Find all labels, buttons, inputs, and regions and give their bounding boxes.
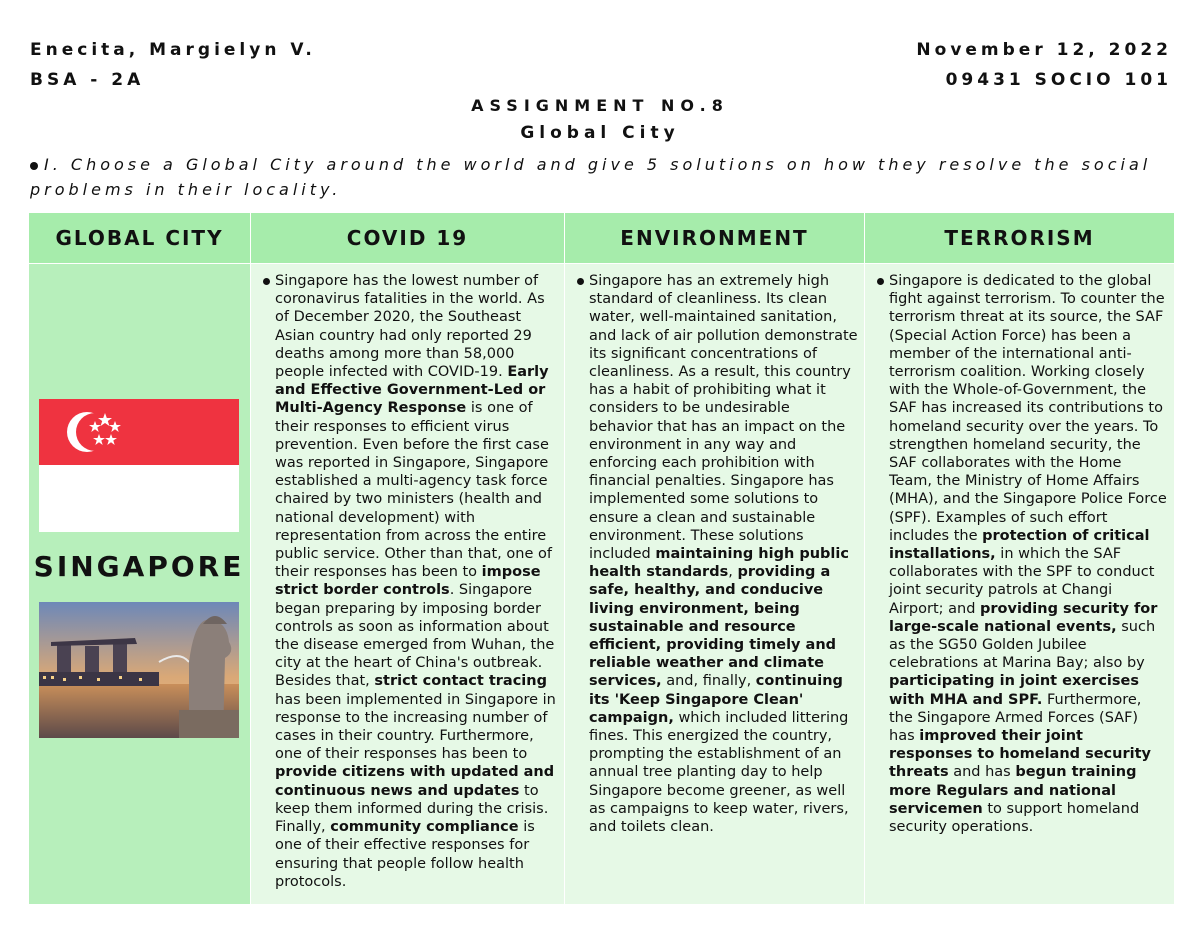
highlight-text: community compliance xyxy=(330,819,519,836)
global-city-table xyxy=(28,212,1175,905)
instruction-text: I. Choose a Global City around the world and give 5 solutions on how they resolve the social problems in their locality. xyxy=(30,155,1152,199)
body-text: and, finally, xyxy=(661,673,756,690)
assignment-title: ASSIGNMENT NO.8 xyxy=(471,96,729,115)
body-text: in which the SAF collaborates with the SPF to conduct joint security patrols at Changi Airport; and xyxy=(889,546,1155,617)
highlight-text: providing a safe, healthy, and conducive living environment, being sustainable and resource efficient, providing timely and reliable weather and climate services, xyxy=(589,564,837,690)
covid-bullet xyxy=(263,272,558,891)
student-name: Enecita, Margielyn V. xyxy=(30,40,316,60)
highlight-text: strict contact tracing xyxy=(374,673,547,690)
singapore-flag-icon xyxy=(39,399,239,532)
body-text: and has xyxy=(948,764,1016,781)
highlight-text: improved their joint responses to homeland security threats xyxy=(889,728,1151,781)
terrorism-cell xyxy=(865,264,1175,905)
body-text: to keep them informed during the crisis. Finally, xyxy=(275,782,549,836)
body-text: is one of their effective responses for ensuring that people follow health protocols. xyxy=(275,819,535,890)
bullet-icon xyxy=(30,162,38,170)
body-text: Singapore has the lowest number of coronavirus fatalities in the world. As of December 2020, the Southeast Asian country had only reported 29 deaths among more than 58,000 people infected with COVID-19. xyxy=(275,273,545,381)
highlight-text: providing security for large-scale national events, xyxy=(889,600,1158,635)
student-section: BSA - 2A xyxy=(30,70,145,90)
date: November 12, 2022 xyxy=(916,40,1172,60)
highlight-text: maintaining high public health standards xyxy=(589,546,849,581)
highlight-text: continuing its 'Keep Singapore Clean' campaign, xyxy=(589,673,843,726)
body-text: Furthermore, the Singapore Armed Forces (SAF) has xyxy=(889,691,1142,745)
marina-bay-merlion-photo xyxy=(39,602,239,738)
col-header-terrorism: TERRORISM xyxy=(865,213,1175,264)
assignment-subtitle: Global City xyxy=(520,123,680,143)
highlight-text: protection of critical installations, xyxy=(889,527,1150,563)
environment-cell xyxy=(565,264,865,905)
highlight-text: participating in joint exercises with MHA and SPF. xyxy=(889,673,1139,708)
instruction xyxy=(30,152,1175,202)
environment-bullet xyxy=(577,272,858,836)
course-code: 09431 SOCIO 101 xyxy=(945,70,1172,90)
body-text: such as the SG50 Golden Jubilee celebrations at Marina Bay; also by xyxy=(889,618,1156,672)
city-name: SINGAPORE xyxy=(33,550,245,583)
body-text: Singapore has an extremely high standard of cleanliness. Its clean water, well-maintained sanitation, and lack of air pollution demonstrate its significant concentrations of cleanliness. As a result, this country has a habit of prohibiting what it considers to be undesirable behavior that has an impact on the environment in any way and enforcing each prohibition with financial penalties. Singapore has implemented some solutions to ensure a clean and sustainable environment. These solutions included xyxy=(589,273,858,563)
body-text: . Singapore began preparing by imposing border controls as soon as information about the disease emerged from Wuhan, the city at the heart of China's outbreak. Besides that, xyxy=(275,582,555,690)
body-text: has been implemented in Singapore in response to the increasing number of cases in their country. Furthermore, one of their responses has been to xyxy=(275,691,556,763)
col-header-covid: COVID 19 xyxy=(251,213,565,264)
col-header-environment: ENVIRONMENT xyxy=(565,213,865,264)
city-cell xyxy=(29,264,251,905)
body-text: which included littering fines. This energized the country, prompting the establishment of an annual tree planting day to help Singapore become greener, as well as campaigns to keep water, rivers, and toilets clean. xyxy=(589,709,849,836)
body-text: to support homeland security operations. xyxy=(889,800,1140,836)
body-text: Singapore is dedicated to the global fight against terrorism. To counter the terrorism threat at its source, the SAF (Special Action Force) has been a member of the international anti-terrorism coalition. Working closely with the Whole-of-Government, the SAF has increased its contributions to homeland security over the years. To strengthen homeland security, the SAF collaborates with the Home Team, the Ministry of Home Affairs (MHA), and the Singapore Police Force (SPF). Examples of such effort includes the xyxy=(889,273,1167,544)
col-header-global-city: GLOBAL CITY xyxy=(29,213,251,264)
highlight-text: Early and Effective Government-Led or Multi-Agency Response xyxy=(275,364,549,417)
covid-cell xyxy=(251,264,565,905)
terrorism-bullet xyxy=(877,272,1168,836)
highlight-text: begun training more Regulars and national servicemen xyxy=(889,764,1137,817)
body-text: is one of their responses to efficient virus prevention. Even before the first case was reported in Singapore, Singapore established a multi-agency task force chaired by two ministers (health and national development) with representation from across the entire public service. Other than that, one of their responses has been to xyxy=(275,400,552,581)
highlight-text: provide citizens with updated and continuous news and updates xyxy=(275,764,555,799)
highlight-text: impose strict border controls xyxy=(275,564,541,599)
body-text: , xyxy=(728,564,738,581)
